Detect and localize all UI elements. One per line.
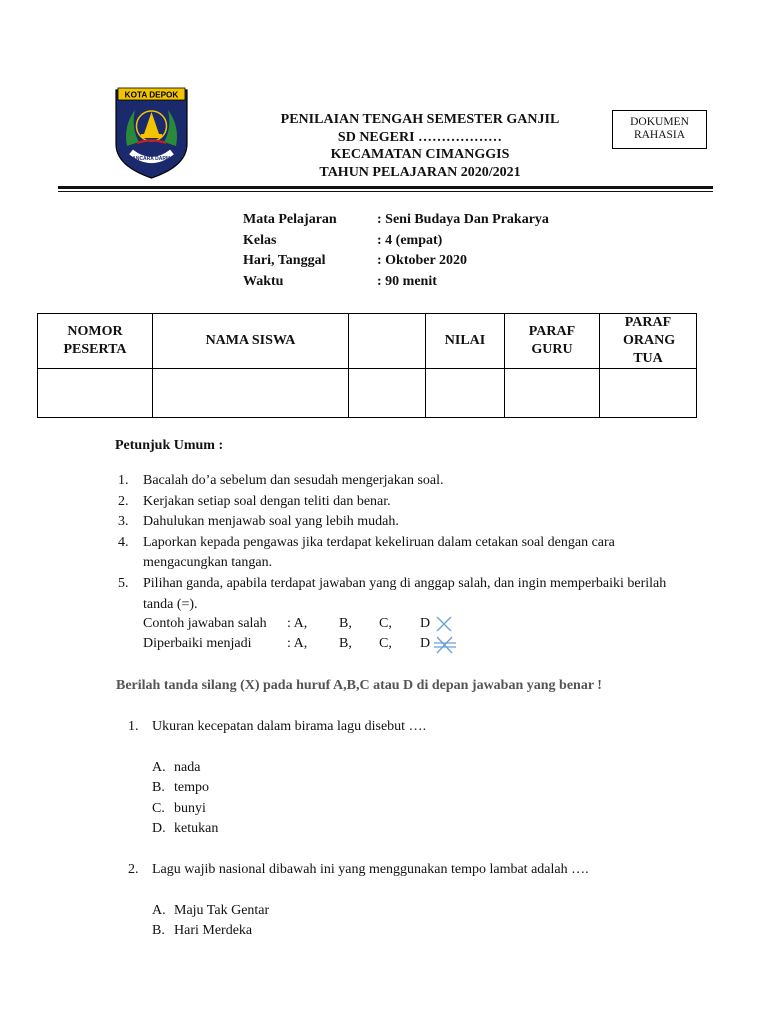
instructions-title: Petunjuk Umum : <box>115 438 224 453</box>
nomor-peserta-cell[interactable] <box>38 369 153 418</box>
nama-siswa-cell[interactable] <box>153 369 349 418</box>
info-value: : Oktober 2020 <box>377 253 467 269</box>
question-1: 1. Ukuran kecepatan dalam birama lagu disebut …. <box>128 719 427 734</box>
header-line-4: TAHUN PELAJARAN 2020/2021 <box>319 164 521 180</box>
header-paraf-orang-tua: PARAF ORANG TUA <box>600 314 697 369</box>
header-paraf-guru: PARAF GURU <box>505 314 600 369</box>
header-nilai: NILAI <box>426 314 505 369</box>
cross-mark-icon <box>435 615 453 633</box>
exam-header <box>230 111 610 181</box>
option-d[interactable]: D. ketukan <box>152 821 219 837</box>
question-2-options <box>152 901 269 942</box>
paraf-guru-cell[interactable] <box>505 369 600 418</box>
score-table <box>37 313 697 418</box>
list-item: 3. Dahulukan menjawab soal yang lebih mudah. <box>118 514 399 530</box>
info-label: Waktu <box>243 273 284 289</box>
question-2: 2. Lagu wajib nasional dibawah ini yang menggunakan tempo lambat adalah …. <box>128 862 589 877</box>
list-item: 1. Bacalah do’a sebelum dan sesudah mengerjakan soal. <box>118 473 444 488</box>
cancelled-cross-icon <box>433 635 457 655</box>
option-b[interactable]: B. tempo <box>152 780 209 796</box>
question-text: Lagu wajib nasional dibawah ini yang menggunakan tempo lambat adalah …. <box>152 862 589 877</box>
info-label: Hari, Tanggal <box>243 253 326 269</box>
option-b[interactable]: B. Hari Merdeka <box>152 923 253 939</box>
score-table-row <box>38 369 697 418</box>
header-blank <box>349 314 426 369</box>
header-line-2: SD NEGERI ……………… <box>337 129 503 145</box>
info-row-class <box>243 231 549 252</box>
header-line-3: KECAMATAN CIMANGGIS <box>330 147 510 162</box>
option-c[interactable]: C. bunyi <box>152 800 206 816</box>
info-value: : Seni Budaya Dan Prakarya <box>377 212 549 227</box>
nilai-cell[interactable] <box>426 369 505 418</box>
header-nomor-peserta: NOMOR PESERTA <box>38 314 153 369</box>
list-item: 4. Laporkan kepada pengawas jika terdapat kekeliruan dalam cetakan soal dengan cara mengacungkan tangan. <box>118 534 615 571</box>
info-value: : 4 (empat) <box>377 232 443 248</box>
blank-cell[interactable] <box>349 369 426 418</box>
list-item: 2. Kerjakan setiap soal dengan teliti dan benar. <box>118 493 391 509</box>
stamp-line-2: RAHASIA <box>633 129 686 141</box>
example-wrong-answer: Contoh jawaban salah : A, B, C, D <box>143 614 430 635</box>
exam-info <box>243 210 549 292</box>
option-a[interactable]: A. Maju Tak Gentar <box>152 903 270 918</box>
example-wrong-label: Contoh jawaban salah <box>143 616 267 631</box>
header-line-1: PENILAIAN TENGAH SEMESTER GANJIL <box>280 112 560 127</box>
confidential-stamp <box>612 110 707 149</box>
question-text: Ukuran kecepatan dalam birama lagu disebut …. <box>152 719 427 734</box>
option-a[interactable]: A. nada <box>152 760 201 775</box>
question-1-options <box>152 758 218 840</box>
info-value: : 90 menit <box>377 273 437 289</box>
info-row-date <box>243 251 549 272</box>
example-fixed-label: Diperbaiki menjadi <box>143 636 252 651</box>
logo-banner-text: KOTA DEPOK <box>124 90 179 100</box>
info-label: Kelas <box>243 232 277 248</box>
info-row-time <box>243 272 549 293</box>
example-fixed-answer: Diperbaiki menjadi : A, B, C, D <box>143 634 430 655</box>
header-divider-thin <box>58 191 713 192</box>
instructions-list <box>118 471 673 615</box>
kota-depok-logo <box>113 86 190 180</box>
header-divider-thick <box>58 186 713 189</box>
info-label: Mata Pelajaran <box>243 212 337 227</box>
stamp-line-1: DOKUMEN <box>630 116 689 128</box>
answer-directive: Berilah tanda silang (X) pada huruf A,B,C atau D di depan jawaban yang benar ! <box>116 678 602 693</box>
list-item: 5. Pilihan ganda, apabila terdapat jawaban yang di anggap salah, dan ingin memperbaiki berilah tanda (=). <box>118 575 667 612</box>
info-row-subject <box>243 210 549 231</box>
logo-motto-text: PANCARA DARMA <box>129 156 174 162</box>
paraf-orang-tua-cell[interactable] <box>600 369 697 418</box>
score-table-header <box>38 314 697 369</box>
header-nama-siswa: NAMA SISWA <box>153 314 349 369</box>
